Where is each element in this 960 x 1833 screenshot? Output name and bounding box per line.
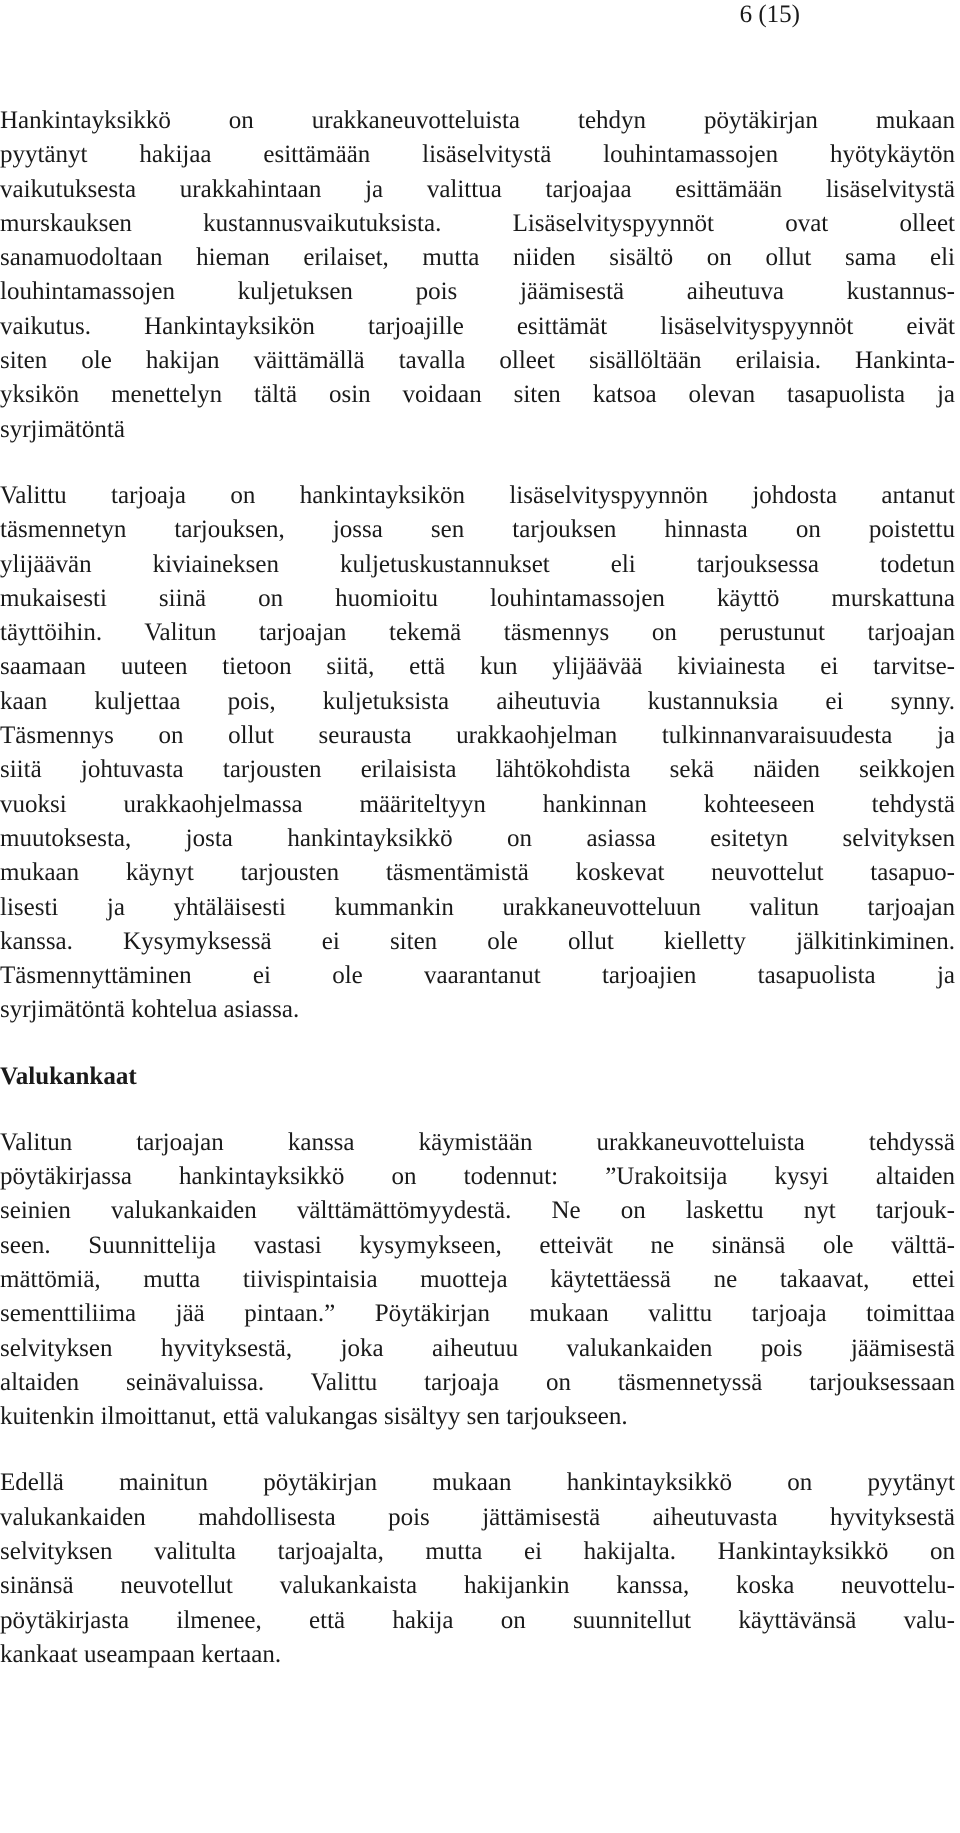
text-line: pöytäkirjassa hankintayksikkö on todennut: ”Urakoitsija kysyi altaiden [0,1163,955,1191]
text-line: sanamuodoltaan hieman erilaiset, mutta niiden sisältö on ollut sama eli [0,244,955,272]
paragraph-gap [0,447,955,479]
text-line: louhintamassojen kuljetuksen pois jäämisestä aiheutuva kustannus- [0,278,955,306]
text-line: valukankaiden mahdollisesta pois jättämisestä aiheutuvasta hyvityksestä [0,1503,955,1531]
text-line: syrjimätöntä kohtelua asiassa. [0,996,300,1024]
text-line: sementtiliima jää pintaan.” Pöytäkirjan mukaan valittu tarjoaja toimittaa [0,1300,955,1328]
text-line: murskauksen kustannusvaikutuksista. Lisäselvityspyynnöt ovat olleet [0,209,955,237]
text-line: Täsmennys on ollut seurausta urakkaohjelman tulkinnanvaraisuudesta ja [0,722,955,750]
paragraph-gap [0,1434,955,1466]
text-line: vaikutus. Hankintayksikön tarjoajille esittämät lisäselvityspyynnöt eivät [0,312,955,340]
text-line: Täsmennyttäminen ei ole vaarantanut tarjoajien tasapuolista ja [0,962,955,990]
paragraph-gap [0,1094,955,1126]
text-line: kankaat useampaan kertaan. [0,1640,282,1668]
text-line: kanssa. Kysymyksessä ei siten ole ollut kielletty jälkitinkiminen. [0,927,955,955]
text-line: selvityksen valitulta tarjoajalta, mutta ei hakijalta. Hankintayksikkö on [0,1537,955,1565]
paragraph-gap [0,1028,955,1060]
text-line: ylijäävän kiviaineksen kuljetuskustannukset eli tarjouksessa todetun [0,550,955,578]
text-line: Edellä mainitun pöytäkirjan mukaan hankintayksikkö on pyytänyt [0,1469,955,1497]
text-line: yksikön menettelyn tältä osin voidaan siten katsoa olevan tasapuolista ja [0,381,955,409]
text-line: selvityksen hyvityksestä, joka aiheutuu valukankaiden pois jäämisestä [0,1334,955,1362]
text-line: lisesti ja yhtäläisesti kummankin urakkaneuvotteluun valitun tarjoajan [0,893,955,921]
text-line: siitä johtuvasta tarjousten erilaisista lähtökohdista sekä näiden seikkojen [0,756,955,784]
text-line: täyttöihin. Valitun tarjoajan tekemä täsmennys on perustunut tarjoajan [0,619,955,647]
text-line: kaan kuljettaa pois, kuljetuksista aiheutuvia kustannuksia ei synny. [0,687,955,715]
text-line: muutoksesta, josta hankintayksikkö on asiassa esitetyn selvityksen [0,824,955,852]
text-line: siten ole hakijan väittämällä tavalla olleet sisällöltään erilaisia. Hankinta- [0,347,955,375]
text-line: syrjimätöntä [0,415,125,443]
text-line: seen. Suunnittelija vastasi kysymykseen, etteivät ne sinänsä ole välttä- [0,1231,955,1259]
text-line: täsmennetyn tarjouksen, jossa sen tarjouksen hinnasta on poistettu [0,516,955,544]
paragraph-2 [0,479,955,1028]
text-line: mättömiä, mutta tiivispintaisia muotteja käytettäessä ne takaavat, ettei [0,1265,955,1293]
text-line: mukaisesti siinä on huomioitu louhintamassojen käyttö murskattuna [0,584,955,612]
text-line: kuitenkin ilmoittanut, että valukangas sisältyy sen tarjoukseen. [0,1403,628,1431]
text-line: vuoksi urakkaohjelmassa määriteltyyn hankinnan kohteeseen tehdystä [0,790,955,818]
text-line: Valittu tarjoaja on hankintayksikön lisäselvityspyynnön johdosta antanut [0,481,955,509]
text-line: Hankintayksikkö on urakkaneuvotteluista tehdyn pöytäkirjan mukaan [0,107,955,134]
document-body [0,104,955,1672]
text-line: Valitun tarjoajan kanssa käymistään urakkaneuvotteluista tehdyssä [0,1128,955,1156]
text-line: saamaan uuteen tietoon siitä, että kun ylijäävää kiviainesta ei tarvitse- [0,653,955,681]
text-line: pyytänyt hakijaa esittämään lisäselvitystä louhintamassojen hyötykäytön [0,141,955,169]
paragraph-1 [0,104,955,447]
page-number: 6 (15) [739,1,800,28]
section-heading: Valukankaat [0,1062,137,1090]
text-line: vaikutuksesta urakkahintaan ja valittua tarjoajaa esittämään lisäselvitystä [0,175,955,203]
text-line: sinänsä neuvotellut valukankaista hakijankin kanssa, koska neuvottelu- [0,1572,955,1600]
text-line: altaiden seinävaluissa. Valittu tarjoaja on täsmennetyssä tarjouksessaan [0,1368,955,1396]
text-line: pöytäkirjasta ilmenee, että hakija on suunnitellut käyttävänsä valu- [0,1606,955,1634]
text-line: mukaan käynyt tarjousten täsmentämistä koskevat neuvottelut tasapuo- [0,859,955,887]
paragraph-4 [0,1466,955,1672]
text-line: seinien valukankaiden välttämättömyydestä. Ne on laskettu nyt tarjouk- [0,1197,955,1225]
paragraph-3 [0,1126,955,1435]
